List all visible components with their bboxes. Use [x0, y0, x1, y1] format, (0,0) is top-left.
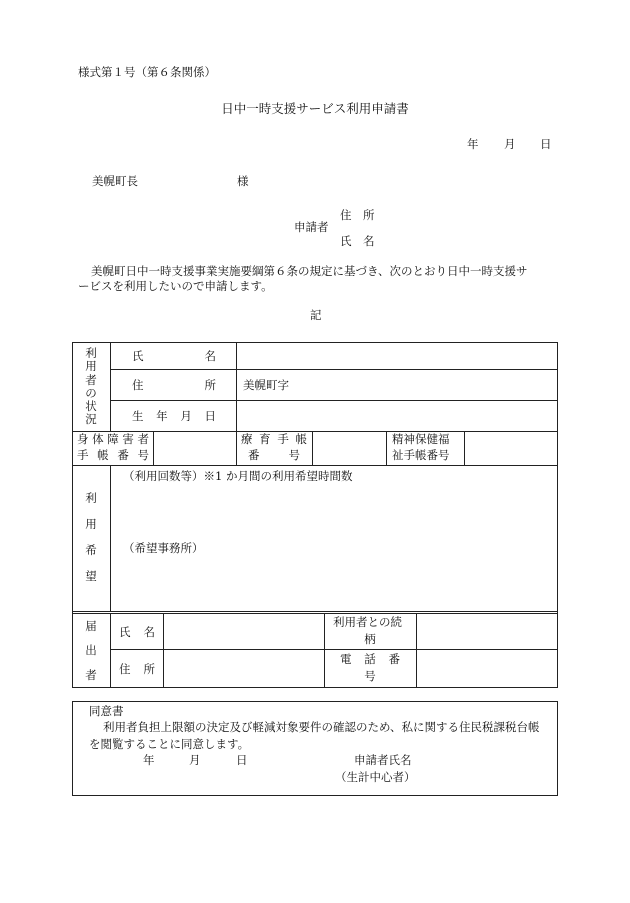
phone-label-line2: 号 — [364, 669, 376, 683]
body-text-line1: 美幌町日中一時支援事業実施要綱第６条の規定に基づき、次のとおり日中一時支援サ — [91, 264, 528, 278]
mental-handbook-label-line1: 精神保健福 — [392, 432, 450, 446]
applicant-name-label: 氏 名 — [340, 234, 375, 248]
desired-office-note: （希望事務所） — [123, 541, 204, 555]
notifier-address-field[interactable] — [164, 650, 324, 688]
body-text-line2: ービスを利用したいので申請します。 — [78, 279, 273, 293]
notifier-address-label: 住 所 — [119, 662, 155, 676]
physical-handbook-label-line2: 手 帳 番 号 — [77, 448, 149, 462]
applicant-label: 申請者 — [294, 220, 329, 234]
notifier-name-field[interactable] — [164, 614, 324, 649]
rule — [72, 465, 558, 466]
rule — [236, 431, 237, 465]
user-birthdate-field[interactable] — [237, 401, 557, 431]
addressee-name: 美幌町長 — [92, 174, 138, 188]
applicant-address-label: 住 所 — [340, 208, 375, 222]
mental-handbook-label-line2: 祉手帳番号 — [392, 448, 450, 462]
rule — [110, 613, 111, 688]
ryoiku-handbook-label-line1: 療 育 手 帳 — [241, 432, 307, 446]
user-birthdate-label: 生 年 月 日 — [132, 409, 216, 423]
page-title: 日中一時支援サービス利用申請書 — [221, 101, 409, 116]
addressee-honorific: 様 — [237, 174, 249, 188]
notifier-name-label: 氏 名 — [119, 624, 155, 639]
rule — [110, 342, 111, 431]
desire-label: 利 用 希 望 — [85, 491, 97, 584]
notifier-label: 届 出 者 — [85, 619, 97, 682]
date-month: 月 — [504, 137, 516, 151]
rule — [110, 465, 111, 611]
ryoiku-handbook-label-line2: 番 号 — [248, 448, 300, 462]
relationship-label-line1: 利用者との続 — [333, 615, 402, 629]
form-number: 様式第１号（第６条関係） — [78, 65, 216, 79]
relationship-field[interactable] — [417, 614, 557, 649]
user-address-label: 住 所 — [132, 378, 216, 392]
rule — [72, 611, 558, 612]
ki-heading: 記 — [310, 308, 322, 322]
consent-signer-label: 申請者氏名 — [354, 753, 412, 767]
phone-field[interactable] — [417, 650, 557, 688]
consent-signer-field[interactable] — [420, 752, 550, 769]
consent-text-line1: 利用者負担上限額の決定及び軽減対象要件の確認のため、私に関する住民税課税台帳 — [103, 720, 540, 734]
consent-date-year: 年 — [143, 753, 155, 767]
phone-label-line1: 電 話 番 — [340, 652, 400, 666]
consent-signer-note: （生計中心者） — [335, 770, 416, 784]
user-status-label: 利 用 者 の 状 況 — [85, 346, 97, 427]
usage-count-note: （利用回数等）※1 か月間の利用希望時間数 — [123, 469, 353, 483]
physical-handbook-field[interactable] — [154, 432, 236, 465]
date-day: 日 — [540, 137, 552, 151]
consent-title: 同意書 — [89, 704, 124, 718]
consent-date-day: 日 — [236, 753, 248, 767]
user-name-label: 氏 名 — [132, 349, 216, 363]
date-year: 年 — [467, 137, 479, 151]
user-name-field[interactable] — [237, 343, 557, 369]
rule — [386, 431, 387, 465]
consent-date-month: 月 — [189, 753, 201, 767]
user-address-value[interactable]: 美幌町字 — [243, 378, 289, 392]
ryoiku-handbook-field[interactable] — [313, 432, 386, 465]
mental-handbook-field[interactable] — [465, 432, 557, 465]
physical-handbook-label-line1: 身 体 障 害 者 — [77, 432, 149, 446]
consent-text-line2: を閲覧することに同意します。 — [89, 737, 250, 751]
relationship-label-line2: 柄 — [364, 632, 376, 646]
